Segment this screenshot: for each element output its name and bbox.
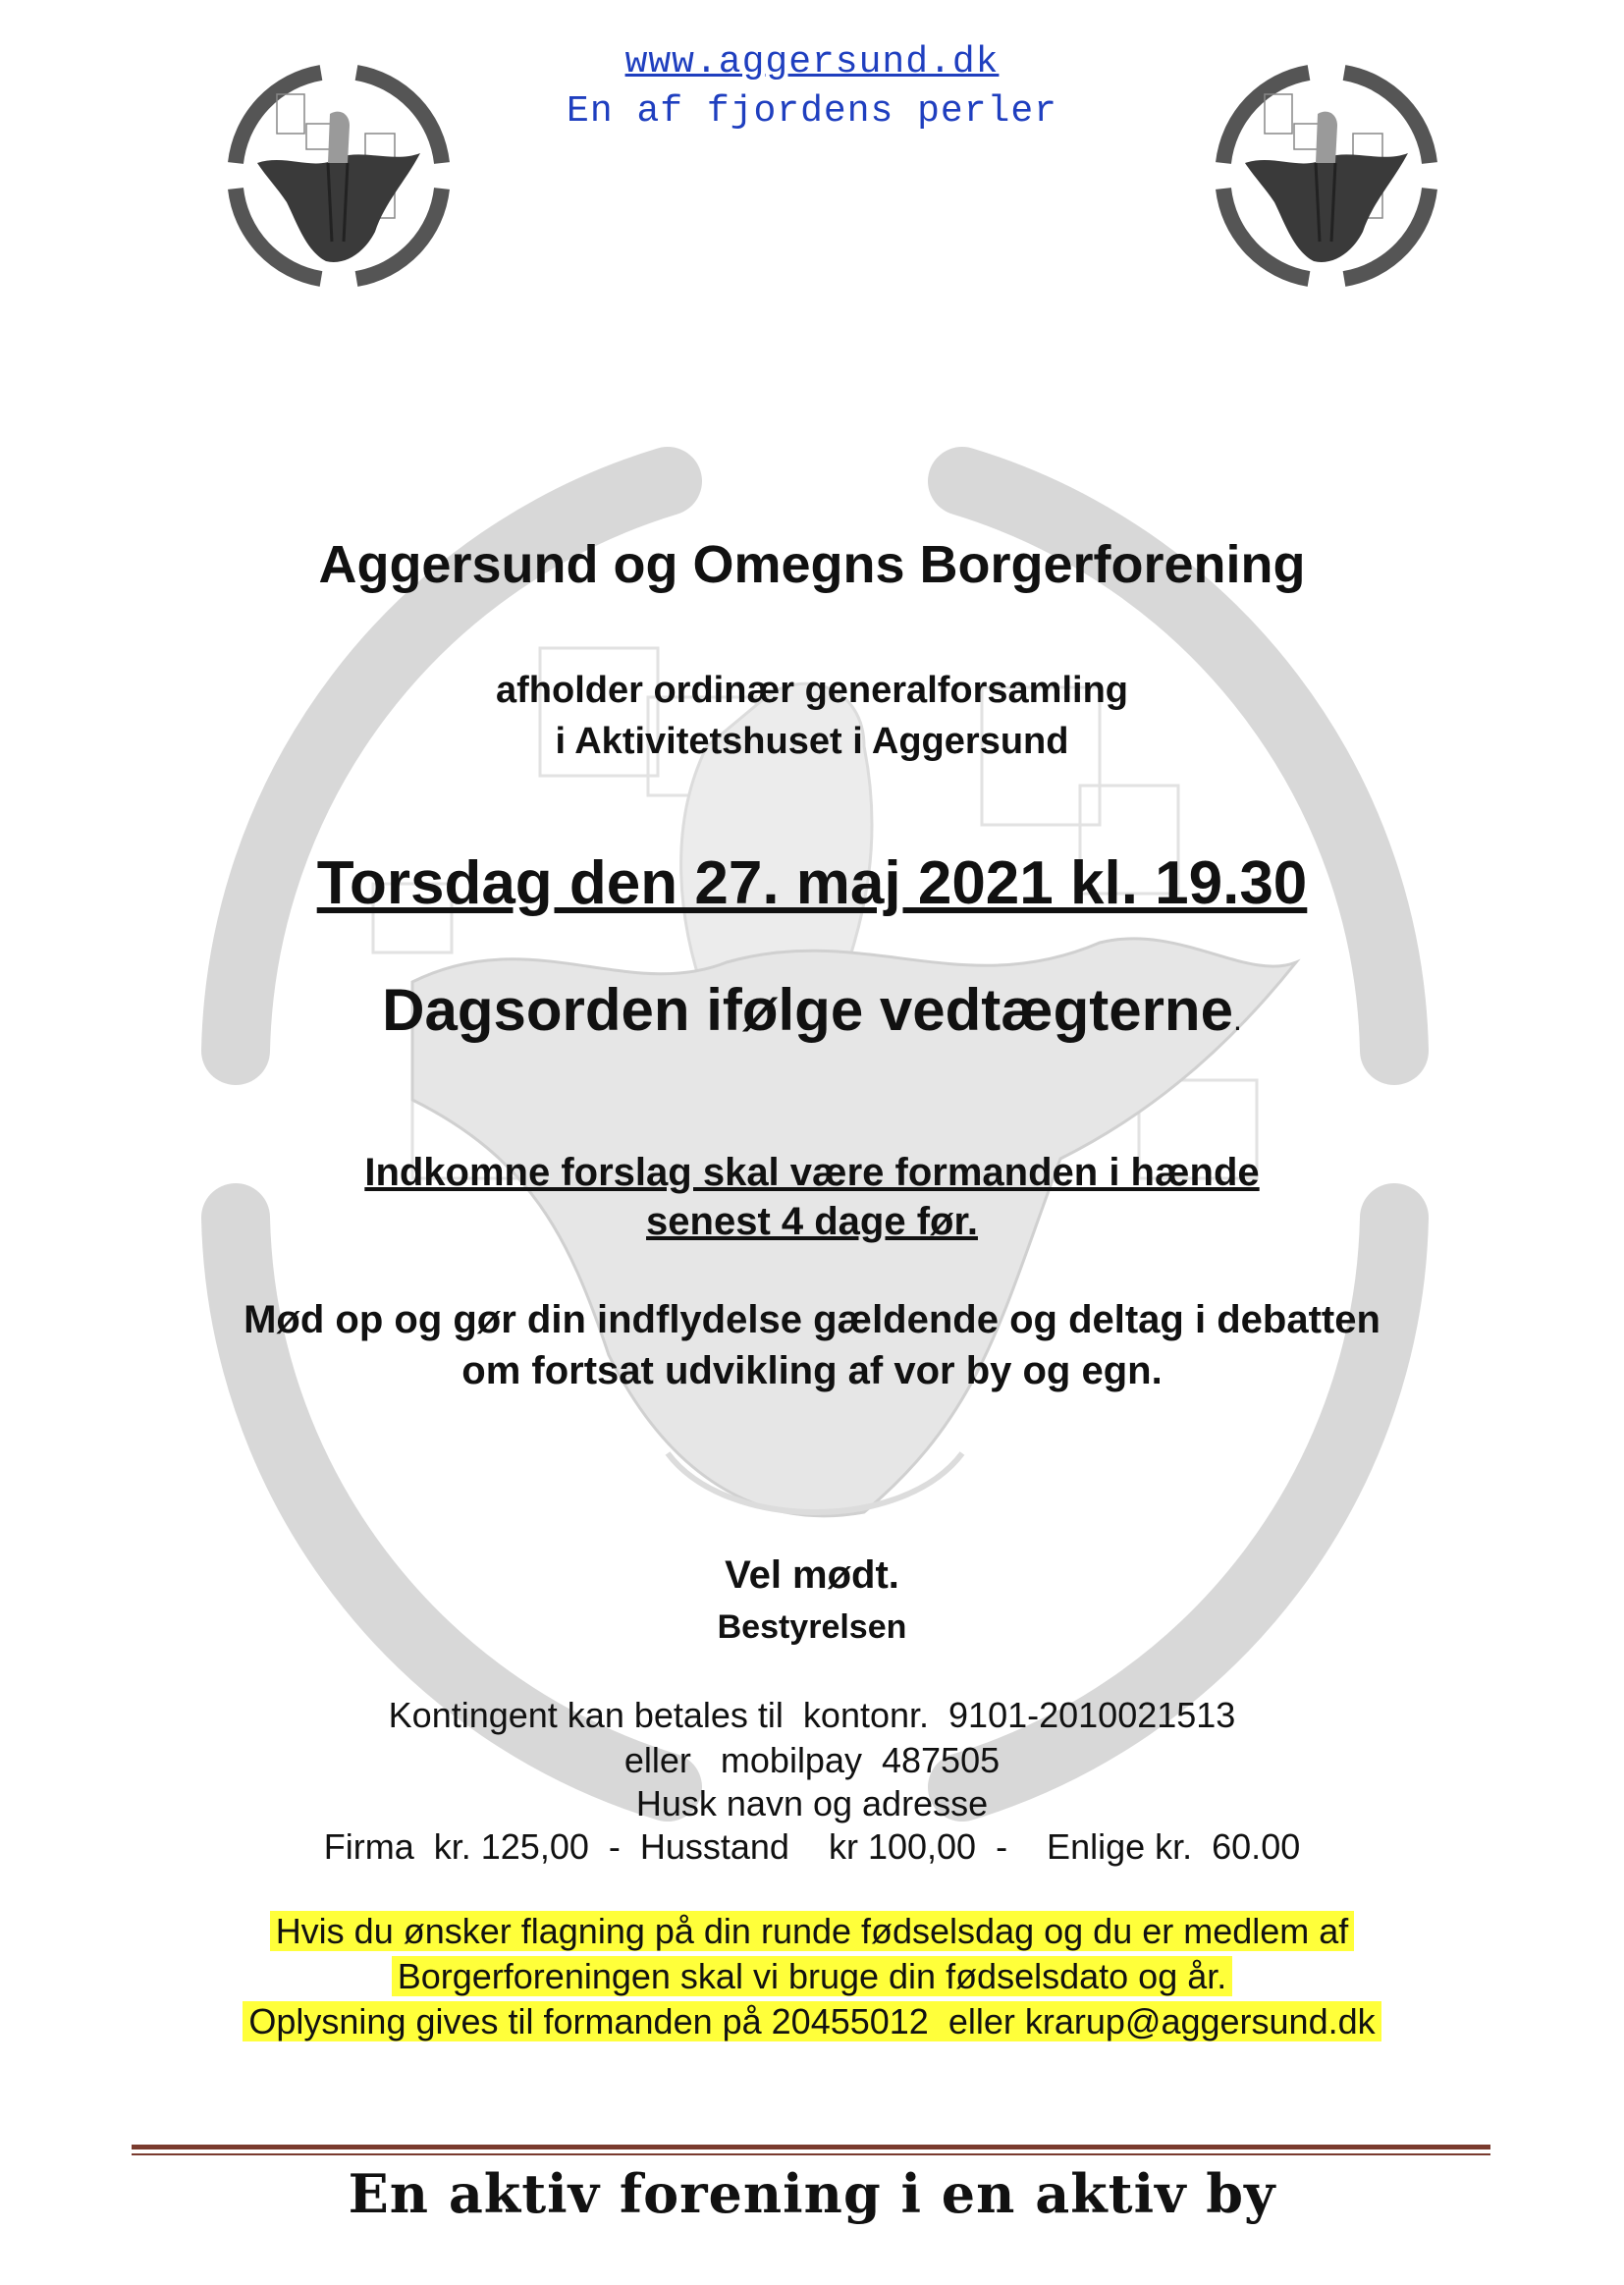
notice-line-1 (0, 1911, 1624, 1952)
call-line-2: om fortsat udvikling af vor by og egn. (461, 1349, 1163, 1392)
call-line-1: Mød op og gør din indflydelse gældende og deltag i debatten (244, 1298, 1380, 1341)
payment-line-2: eller mobilpay 487505 (623, 1740, 1001, 1780)
payment-line-4: Firma kr. 125,00 - Husstand kr 100,00 - Enlige kr. 60.00 (323, 1826, 1301, 1867)
proposals-line-2-text: senest 4 dage før. (646, 1200, 978, 1243)
signature: Bestyrelsen (717, 1608, 907, 1646)
payment-line-1: Kontingent kan betales til kontonr. 9101-2010021513 (388, 1695, 1236, 1735)
agenda-period: . (1232, 1002, 1242, 1037)
proposals-line-2 (0, 1200, 1624, 1244)
notice-line-2 (0, 1956, 1624, 1997)
agenda (0, 976, 1624, 1044)
proposals-line-1 (0, 1151, 1624, 1195)
tagline: En af fjordens perler (567, 90, 1057, 133)
footer-divider-thin (132, 2153, 1490, 2155)
website-link[interactable]: www.aggersund.dk (624, 41, 1000, 83)
notice-line-2-text: Borgerforeningen skal vi bruge din fødselsdato og år. (392, 1956, 1233, 1996)
footer-divider-thick (132, 2145, 1490, 2149)
meeting-date-text: Torsdag den 27. maj 2021 kl. 19.30 (316, 849, 1308, 917)
website-link-wrap (0, 41, 1624, 83)
intro-line-2: i Aktivitetshuset i Aggersund (555, 721, 1069, 762)
intro-line-1: afholder ordinær generalforsamling (496, 670, 1128, 711)
meeting-date (0, 848, 1624, 918)
org-title: Aggersund og Omegns Borgerforening (318, 535, 1306, 594)
notice-line-3 (0, 2001, 1624, 2042)
proposals-line-1-text: Indkomne forslag skal være formanden i hænde (364, 1151, 1260, 1194)
notice-line-1-text: Hvis du ønsker flagning på din runde fødselsdag og du er medlem af (270, 1911, 1355, 1951)
payment-line-3: Husk navn og adresse (635, 1783, 989, 1823)
greeting: Vel mødt. (725, 1553, 899, 1597)
notice-line-3-text: Oplysning gives til formanden på 20455012 eller krarup@aggersund.dk (243, 2001, 1380, 2041)
agenda-text: Dagsorden ifølge vedtægterne (382, 977, 1233, 1043)
footer-slogan: En aktiv forening i en aktiv by (348, 2162, 1276, 2225)
